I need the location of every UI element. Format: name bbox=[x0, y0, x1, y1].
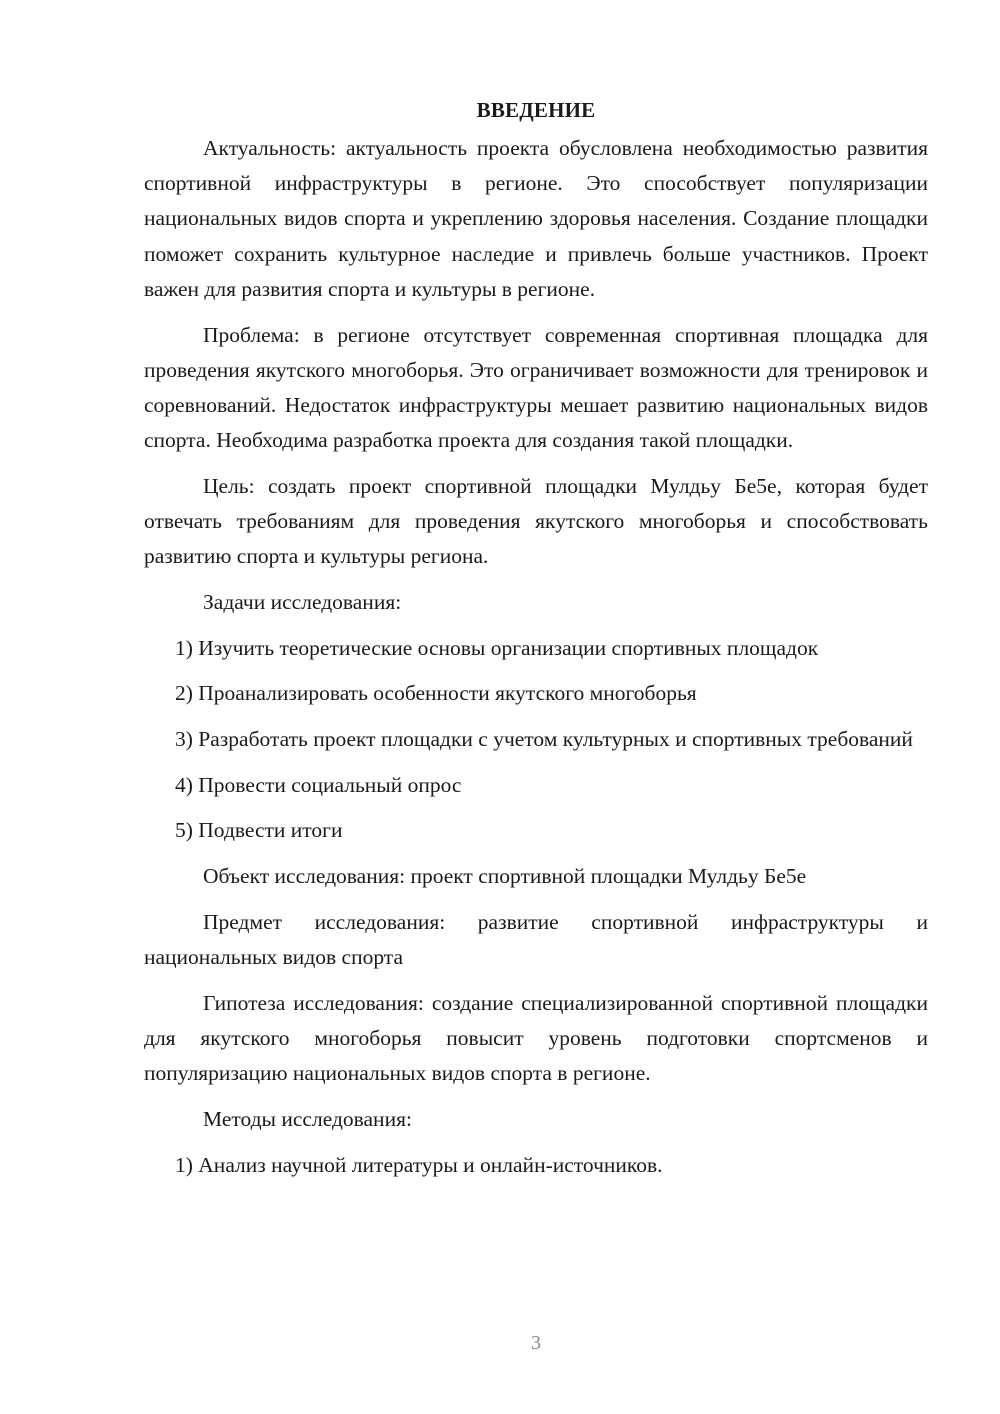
task-item: 3) Разработать проект площадки с учетом культурных и спортивных требований bbox=[175, 727, 913, 752]
task-item: 4) Провести социальный опрос bbox=[175, 772, 462, 797]
section-title: ВВЕДЕНИЕ bbox=[476, 98, 596, 122]
method-item: 1) Анализ научной литературы и онлайн-источников. bbox=[175, 1152, 663, 1177]
subject-paragraph: Предмет исследования: развитие спортивной инфраструктуры и национальных видов спорта bbox=[144, 909, 928, 970]
document-page bbox=[144, 95, 928, 1193]
task-item: 1) Изучить теоретические основы организации спортивных площадок bbox=[175, 635, 819, 660]
object-paragraph: Объект исследования: проект спортивной площадки Мулдьу Бе5е bbox=[203, 864, 807, 889]
relevance-paragraph: Актуальность: актуальность проекта обусловлена необходимостью развития спортивной инфраструктуры в регионе. Это способствует популяризации национальных видов спорта и укреплению здоровья населения. Создание площадки поможет сохранить культурное наследие и привлечь больше участников. Проект важен для развития спорта и культуры в регионе. bbox=[144, 136, 928, 301]
tasks-heading: Задачи исследования: bbox=[203, 589, 402, 614]
methods-heading: Методы исследования: bbox=[203, 1106, 412, 1131]
page-number: 3 bbox=[531, 1332, 541, 1354]
hypothesis-paragraph: Гипотеза исследования: создание специализированной спортивной площадки для якутского многоборья повысит уровень подготовки спортсменов и популяризацию национальных видов спорта в регионе. bbox=[144, 990, 928, 1086]
task-item: 5) Подвести итоги bbox=[175, 818, 343, 843]
task-item: 2) Проанализировать особенности якутского многоборья bbox=[175, 681, 697, 706]
problem-paragraph: Проблема: в регионе отсутствует современная спортивная площадка для проведения якутского многоборья. Это ограничивает возможности для тренировок и соревнований. Недостаток инфраструктуры мешает развитию национальных видов спорта. Необходима разработка проекта для создания такой площадки. bbox=[144, 322, 928, 453]
goal-paragraph: Цель: создать проект спортивной площадки Мулдьу Бе5е, которая будет отвечать требованиям для проведения якутского многоборья и способствовать развитию спорта и культуры региона. bbox=[144, 473, 928, 569]
